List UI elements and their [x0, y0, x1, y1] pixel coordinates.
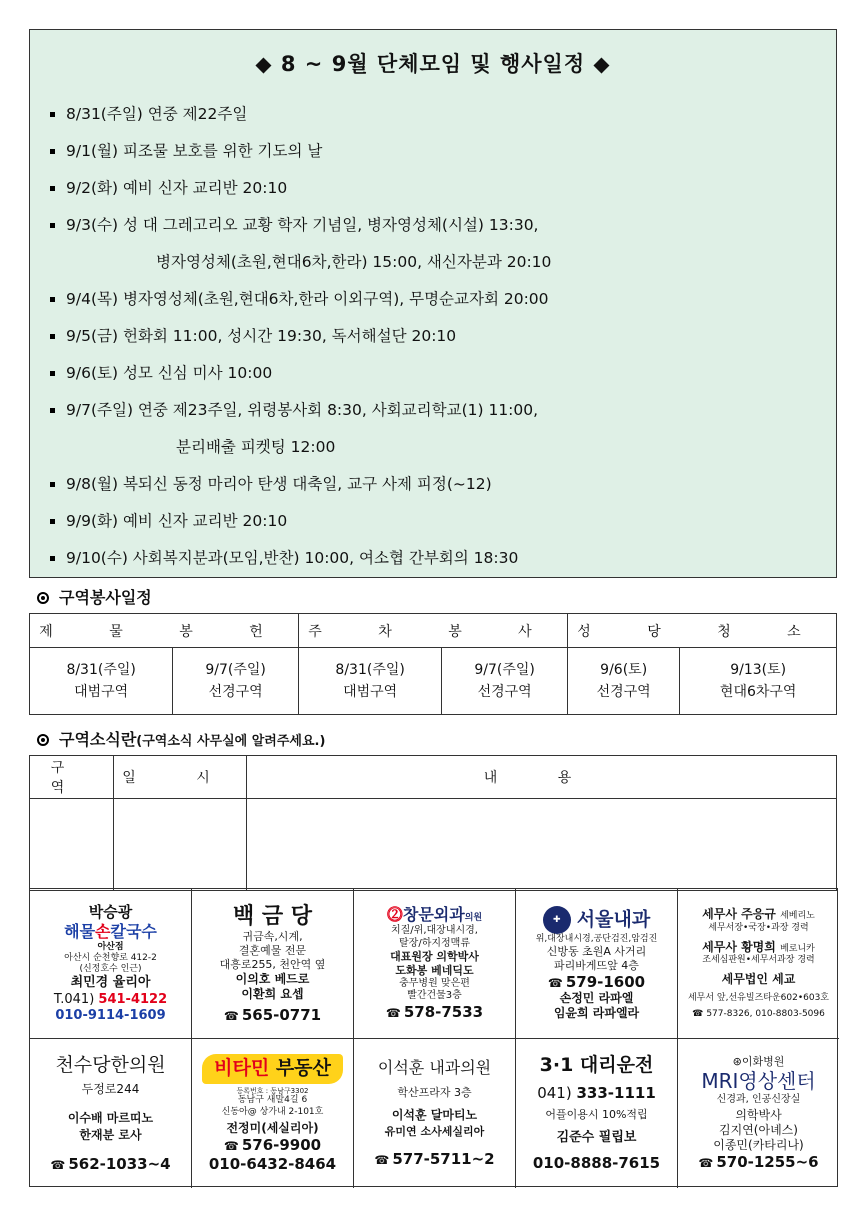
ad-contact-person: 유미연 소사세실리아 [384, 1124, 485, 1138]
news-section-note: (구역소식 사무실에 알려주세요.) [136, 734, 326, 749]
ad-contact-person: 김준수 필립보 [556, 1130, 637, 1146]
phone-icon: ☎ [692, 1008, 704, 1019]
ad-firm-name: 세무법인 세교 [721, 972, 796, 987]
service-date: 8/31(주일) [66, 662, 136, 678]
ad-owner: 박승광 [88, 902, 133, 921]
baptismal-name: 베로니카 [780, 943, 815, 954]
bullseye-icon [37, 734, 49, 746]
list-item: 9/7(주일) 연중 제23주일, 위령봉사회 8:30, 사회교리학교(1) 11:00, [48, 392, 836, 429]
header-parking: 주 차 봉 사 [298, 614, 567, 648]
ad-shop-name [202, 1054, 343, 1084]
baptismal-name: 세베리노 [780, 911, 815, 922]
ad-tel-line [692, 1009, 825, 1020]
ad-address: 빨간건물3층 [407, 990, 462, 1002]
ad-shop-name: 천수당한의원 [55, 1053, 166, 1076]
header-offering: 제 물 봉 헌 [30, 614, 299, 648]
header-content: 내 용 [247, 756, 837, 799]
ad-brand [733, 1055, 785, 1069]
ad-line [702, 907, 815, 922]
ad-contact-person: 이수배 마르띠노 [67, 1110, 154, 1125]
service-date: 9/7(주일) [474, 662, 535, 678]
ad-mobile: 010-6432-8464 [208, 1154, 337, 1173]
clinic-name: 창문외과 [402, 905, 465, 925]
ad-tel-line [548, 973, 645, 992]
ad-contact-person: 손정민 라파엘 [559, 991, 634, 1006]
ad-tel: 579-1600 [565, 972, 646, 991]
shop-part: 부동산 [275, 1056, 331, 1079]
phone-icon: ☎ [223, 1008, 239, 1023]
event-schedule-box [29, 29, 837, 578]
news-section-heading [37, 727, 325, 750]
ad-tel: 577-8326, 010-8803-5096 [706, 1008, 825, 1019]
ad-career: 세무서장•국장•과장 경력 [708, 922, 809, 933]
ad-jewelry [192, 889, 354, 1039]
service-cell [30, 648, 173, 715]
list-item: 9/9(화) 예비 신자 교리반 20:10 [48, 503, 836, 540]
ad-lee-clinic [354, 1039, 516, 1188]
ad-contact-person: 이석훈 달마티노 [391, 1107, 478, 1122]
ad-tel-line [386, 1003, 483, 1022]
list-item: 8/31(주일) 연중 제22주일 [48, 96, 836, 133]
phone-icon: ☎ [374, 1153, 390, 1168]
tax-accountant: 세무사 황명희 [702, 939, 776, 954]
ad-mobile: 010-8888-7615 [532, 1154, 661, 1173]
advertisement-grid [29, 888, 838, 1187]
ad-branch: 아산점 [97, 941, 124, 952]
service-area: 선경구역 [596, 684, 651, 700]
service-section-heading [37, 585, 152, 608]
ad-tel: 565-0771 [241, 1005, 322, 1024]
ad-address: 두정로244 [81, 1081, 140, 1096]
phone-icon: ☎ [385, 1005, 401, 1020]
ad-tel-line [698, 1153, 818, 1172]
ad-tel: 541-4122 [98, 991, 168, 1007]
list-item: 9/8(월) 복되신 동정 마리아 탄생 대축일, 교구 사제 피정(~12) [48, 466, 836, 503]
ad-internal-medicine [516, 889, 678, 1039]
ad-line: 귀금속,시계, [242, 930, 303, 944]
ad-address: 파리바게뜨앞 4층 [554, 958, 639, 972]
ad-contact-person: 이종민(카타리나) [713, 1138, 804, 1153]
ad-shop-name: 3·1 대리운전 [539, 1053, 654, 1076]
bullseye-icon [37, 592, 49, 604]
ad-address: 아산시 순천향로 412-2 [64, 952, 157, 963]
phone-icon: ☎ [698, 1156, 714, 1171]
ad-tel-line [50, 1155, 170, 1174]
ad-contact-person: 한재분 로사 [79, 1127, 142, 1142]
ad-contact-person: 전정미(세실리아) [226, 1120, 319, 1135]
ad-address: 동남구 새말4길 6 [237, 1095, 308, 1106]
header-datetime: 일 시 [114, 756, 247, 799]
schedule-title: ◆ 8 ~ 9월 단체모임 및 행사일정 ◆ [255, 52, 611, 76]
list-item-continued: 분리배출 피켓팅 12:00 [176, 438, 336, 456]
ad-line: 신경과, 인공신장실 [716, 1093, 801, 1105]
ad-tel: 578-7533 [403, 1002, 484, 1021]
shop-part: 해물 [64, 921, 96, 941]
list-item: 9/6(토) 성모 신심 미사 10:00 [48, 355, 836, 392]
service-section-title: 구역봉사일정 [59, 588, 152, 607]
list-item-continued: 병자영성체(초원,현대6차,한라) 15:00, 새신자분과 20:10 [156, 253, 552, 271]
ad-tel: 576-9900 [241, 1135, 322, 1154]
ad-address-note: (신정호수 인근) [79, 964, 142, 975]
list-item: 9/4(목) 병자영성체(초원,현대6차,한라 이외구역), 무명순교자회 20:00 [48, 281, 836, 318]
ad-contact-person: 이의호 베드로 [235, 971, 310, 986]
ad-shop-name [387, 905, 482, 925]
ad-tel-line [537, 1084, 656, 1103]
news-cell-area [30, 799, 114, 891]
schedule-list [30, 96, 836, 577]
service-date: 9/13(토) [730, 662, 787, 678]
news-cell-content [247, 799, 837, 891]
list-item: 9/5(금) 헌화회 11:00, 성시간 19:30, 독서해설단 20:10 [48, 318, 836, 355]
news-cell-datetime [114, 799, 247, 891]
service-area: 선경구역 [477, 684, 532, 700]
tax-accountant: 세무사 주응규 [702, 907, 776, 922]
service-table [29, 613, 837, 715]
service-date: 9/6(토) [600, 662, 648, 678]
service-area: 선경구역 [208, 684, 263, 700]
ad-address: 세무서 앞,선유빌즈타운602•603호 [687, 993, 830, 1004]
ad-contact-person: 김지연(아녜스) [719, 1123, 798, 1138]
ad-shop-name: MRI영상센터 [701, 1068, 816, 1093]
ad-line: 결혼예물 전문 [238, 944, 307, 957]
news-table [29, 755, 837, 891]
ad-address: 학산프라자 3층 [397, 1085, 472, 1099]
tel-prefix: T.041) [53, 991, 95, 1007]
ad-tel-line [374, 1150, 494, 1169]
ad-mobile: 010-9114-1609 [55, 1007, 166, 1023]
shop-part: 손 [95, 921, 111, 941]
ad-shop-name [543, 906, 650, 934]
ad-real-estate [192, 1039, 354, 1188]
ad-tel-line [224, 1006, 321, 1025]
hospital-logo-icon: ⊛ [732, 1055, 742, 1068]
ad-tel: 562-1033~4 [68, 1154, 171, 1173]
ad-surgery-clinic [354, 889, 516, 1039]
ad-shop-name: 이석훈 내과의원 [377, 1057, 492, 1077]
ad-designated-driver [516, 1039, 678, 1188]
ad-address: 대흥로255, 천안역 옆 [219, 957, 326, 971]
ad-contact-person: 도화봉 베네딕도 [395, 964, 474, 978]
list-item: 9/10(수) 사회복지분과(모임,반찬) 10:00, 여소협 간부회의 18:30 [48, 540, 836, 577]
ad-tel: 577-5711~2 [392, 1150, 495, 1169]
ad-contact-person: 임윤희 라파엘라 [553, 1006, 640, 1021]
ad-mri-center [678, 1039, 839, 1188]
ad-line [702, 940, 815, 955]
ad-line: 탈장/하지정맥류 [399, 937, 470, 949]
service-cell [298, 648, 441, 715]
tel-prefix: 041) [537, 1083, 572, 1102]
ad-oriental-clinic [30, 1039, 192, 1188]
clinic-name: 서울내과 [576, 908, 651, 931]
list-item: 9/2(화) 예비 신자 교리반 20:10 [48, 170, 836, 207]
ad-tel: 570-1255~6 [716, 1153, 819, 1172]
news-section-title: 구역소식란 [59, 730, 137, 749]
header-area: 구 역 [30, 756, 114, 799]
ad-shop-name: 백 금 당 [232, 903, 313, 929]
shop-part: 비타민 [214, 1056, 270, 1079]
clinic-logo-icon: ⓶ [386, 905, 403, 925]
header-cleaning: 성 당 청 소 [567, 614, 836, 648]
hospital-brand: 이화병원 [741, 1055, 785, 1068]
phone-icon: ☎ [547, 975, 563, 990]
ad-address: 충무병원 맞은편 [399, 977, 470, 989]
ad-career: 조세심판원•세무서과장 경력 [702, 955, 815, 965]
shop-part: 칼국수 [110, 921, 157, 941]
ad-registration: 등록번호 : 동남구3302 [236, 1086, 309, 1095]
emblem-icon: ✚ [543, 906, 571, 934]
ad-address: 신방동 초원A 사거리 [546, 945, 647, 958]
ad-tel-line [224, 1136, 321, 1155]
ad-address: 신동아@ 상가내 2-101호 [221, 1106, 324, 1117]
ad-shop-name [64, 922, 157, 942]
ad-tel-line [54, 992, 167, 1008]
list-item: 9/1(월) 피조물 보호를 위한 기도의 날 [48, 133, 836, 170]
service-date: 9/7(주일) [205, 662, 266, 678]
ad-tel: 333-1111 [576, 1083, 656, 1102]
ad-kalguksu [30, 889, 192, 1039]
ad-tax-office [678, 889, 839, 1039]
ad-note: 어플이용시 10%적립 [545, 1108, 648, 1122]
phone-icon: ☎ [223, 1138, 239, 1153]
clinic-suffix: 의원 [464, 913, 483, 924]
service-cell [567, 648, 679, 715]
list-item: 9/3(수) 성 대 그레고리오 교황 학자 기념일, 병자영성체(시설) 13:30, [48, 207, 836, 244]
ad-contact-person: 이환희 요셉 [241, 986, 304, 1001]
phone-icon: ☎ [50, 1157, 66, 1172]
service-date: 8/31(주일) [335, 662, 405, 678]
service-area: 대범구역 [74, 684, 129, 700]
service-area: 대범구역 [343, 684, 398, 700]
service-cell [442, 648, 568, 715]
service-cell [173, 648, 299, 715]
service-cell [680, 648, 837, 715]
ad-line: 위,대장내시경,공단검진,암검진 [535, 933, 658, 944]
ad-line: 의학박사 [735, 1108, 782, 1123]
ad-line: 대표원장 의학박사 [390, 950, 479, 964]
service-area: 현대6차구역 [719, 684, 797, 700]
ad-contact-person: 최민경 율리아 [70, 975, 151, 991]
ad-line: 치질/위,대장내시경, [390, 925, 478, 937]
